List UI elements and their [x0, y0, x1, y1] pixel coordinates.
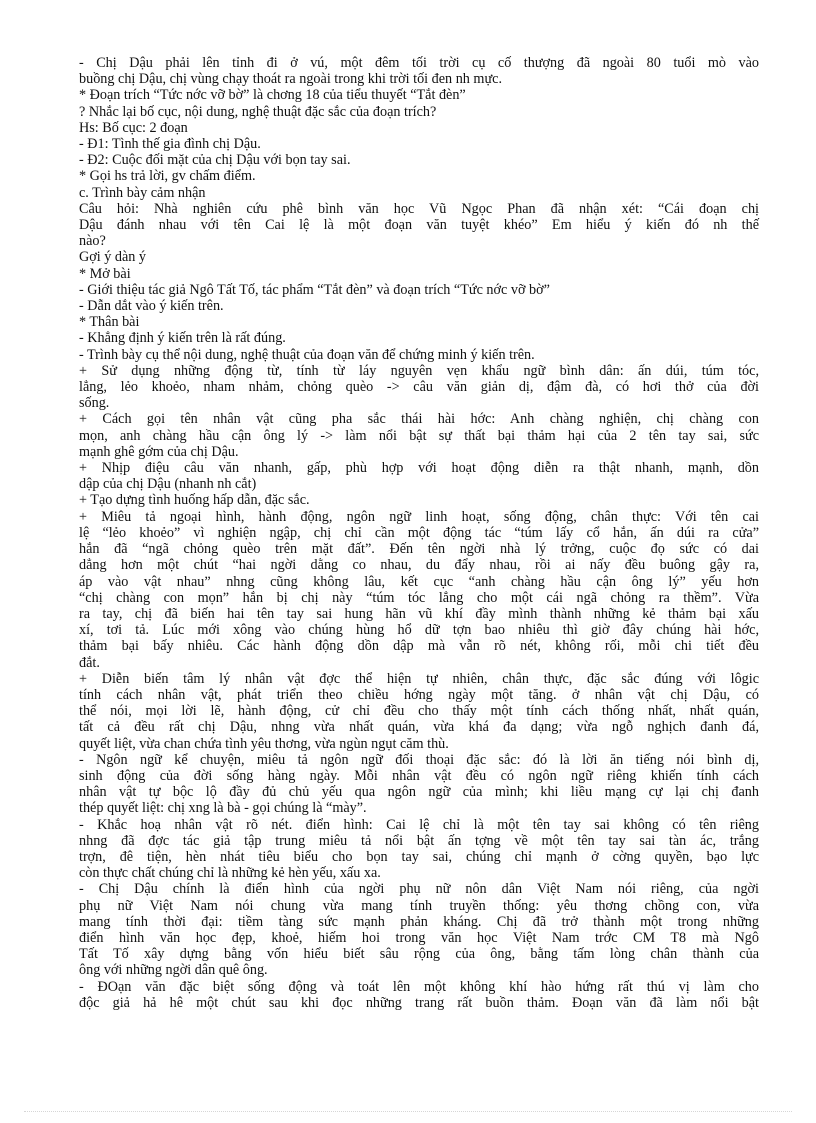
- text-line: thể nói, mọi lời lẽ, hành động, cử chỉ đều cho thấy một tính cách thống nhất, nhất quán,: [79, 703, 759, 720]
- text-line: * Thân bài: [79, 314, 140, 331]
- text-line: - ĐOạn văn đặc biệt sống động và toát lên một không khí hào hứng rất thú vị làm cho: [79, 978, 759, 995]
- text-line: Hs: Bố cục: 2 đoạn: [79, 119, 188, 136]
- text-line: hắn đã “ngã chỏng quèo trên mặt đất”. Đến tên ngời nhà lý trởng, cuộc đọ sức có dai: [79, 541, 759, 558]
- text-line: tính cách nhân vật, phát triển theo chiều hớng ngày một tăng. ở nhân vật chị Dậu, có: [79, 686, 759, 703]
- text-line: “chị chàng con mọn” hắn bị chị này “túm tóc lẳng cho một cái ngã chỏng ra thềm”. Vừa: [79, 589, 759, 606]
- text-line: - Đ1: Tình thế gia đình chị Dậu.: [79, 136, 261, 153]
- text-line: mạnh ghê gớm của chị Dậu.: [79, 443, 239, 460]
- text-line: ? Nhắc lại bố cục, nội dung, nghệ thuật đặc sắc của đoạn trích?: [79, 103, 437, 120]
- text-line: dập của chị Dậu (nhanh nh cắt): [79, 476, 257, 493]
- text-line: - Trình bày cụ thể nội dung, nghệ thuật của đoạn văn để chứng minh ý kiến trên.: [79, 346, 535, 363]
- page-bottom-divider: [24, 1111, 792, 1112]
- text-line: - Giới thiệu tác giả Ngô Tất Tố, tác phẩm “Tắt đèn” và đoạn trích “Tức nớc vỡ bờ”: [79, 281, 550, 298]
- text-line: áp vào vật nhau” nhng cũng không lâu, kết cục “anh chàng hầu cận ông lý” yếu hơn: [79, 573, 759, 590]
- text-line: độc giả hả hê một chút sau khi đọc những trang rất buồn thảm. Đoạn văn đã làm nổi bật: [79, 994, 759, 1011]
- text-line: mọn, anh chàng hầu cận ông lý -> làm nổi bật sự thất bại thảm hại của 2 tên tay sai, sức: [79, 427, 759, 444]
- text-line: Dậu đánh nhau với tên Cai lệ là một đoạn văn tuyệt khéo” Em hiểu ý kiến đó nh thế: [79, 217, 759, 234]
- text-line: - Ngôn ngữ kể chuyện, miêu tả ngôn ngữ đối thoại đặc sắc: đó là lời ăn tiếng nói bình dị,: [79, 751, 759, 768]
- text-line: xí, tơi tả. Lúc mới xông vào chúng hùng hổ dữ tợn bao nhiêu thì giờ đây chúng hài hớc,: [79, 622, 759, 639]
- text-line: Câu hỏi: Nhà nghiên cứu phê bình văn học Vũ Ngọc Phan đã nhận xét: “Cái đoạn chị: [79, 200, 759, 217]
- text-line: mang tính thời đại: tiềm tàng sức mạnh phản kháng. Chị đã trở thành một trong những: [79, 913, 759, 930]
- text-line: + Miêu tả ngoại hình, hành động, ngôn ngữ linh hoạt, sống động, chân thực: Với tên cai: [79, 508, 759, 525]
- text-line: dẳng hơn một chút “hai ngời dằng co nhau, du đẩy nhau, rồi ai nấy đều buông gậy ra,: [79, 557, 759, 574]
- text-line: * Mở bài: [79, 265, 131, 282]
- text-line: nào?: [79, 233, 106, 250]
- document-page: [79, 55, 759, 1011]
- text-line: ông với những ngời dân quê ông.: [79, 962, 268, 979]
- text-line: lệ “lẻo khoẻo” vì nghiện ngập, chị chỉ cần một động tác “túm lấy cổ hắn, ấn dúi ra cửa”: [79, 524, 759, 541]
- text-line: - Chị Dậu chính là điển hình của ngời phụ nữ nôn dân Việt Nam nói riêng, của ngời: [79, 881, 759, 898]
- text-line: * Gọi hs trả lời, gv chấm điểm.: [79, 168, 256, 185]
- text-line: + Cách gọi tên nhân vật cũng pha sắc thái hài hớc: Anh chàng nghiện, chị chàng con: [79, 411, 759, 428]
- text-line: còn thực chất chúng chỉ là những kẻ hèn yếu, xấu xa.: [79, 865, 381, 882]
- text-line: lẳng, lẻo khoẻo, nham nhảm, chỏng quèo -> câu văn giản dị, đậm đà, có hơi thở của đời: [79, 379, 759, 396]
- text-line: + Tạo dựng tình huống hấp dẫn, đặc sắc.: [79, 492, 310, 509]
- text-line: + Diễn biến tâm lý nhân vật đợc thể hiện tự nhiên, chân thực, đặc sắc đúng với lôgic: [79, 670, 759, 687]
- text-line: sống.: [79, 395, 110, 412]
- text-line: + Nhịp điệu câu văn nhanh, gấp, phù hợp với hoạt động diễn ra thật nhanh, mạnh, dồn: [79, 460, 759, 477]
- text-line: thép quyết liệt: chị xng là bà - gọi chúng là “mày”.: [79, 800, 367, 817]
- text-line: phụ nữ Việt Nam nói chung vừa mang tính truyền thống: yêu thơng chồng con, vừa: [79, 897, 759, 914]
- text-line: - Chị Dậu phải lên tỉnh đi ở vú, một đêm tối trời cụ cố thượng đã ngoài 80 tuổi mò vào: [79, 55, 759, 71]
- text-line: sinh động của đời sống hàng ngày. Mỗi nhân vật đều có ngôn ngữ riêng khiến tính cách: [79, 767, 759, 784]
- text-line: c. Trình bày cảm nhận: [79, 184, 206, 201]
- text-line: - Khẳng định ý kiến trên là rất đúng.: [79, 330, 286, 347]
- text-line: - Dẫn dắt vào ý kiến trên.: [79, 298, 224, 315]
- text-line: buồng chị Dậu, chị vùng chạy thoát ra ngoài trong khi trời tối đen nh mực.: [79, 71, 502, 88]
- text-line: - Đ2: Cuộc đối mặt của chị Dậu với bọn tay sai.: [79, 152, 351, 169]
- text-line: điển hình văn học đẹp, khoẻ, hiếm hoi trong văn học Việt Nam trớc CM T8 mà Ngô: [79, 929, 759, 946]
- text-line: trợn, đê tiện, hèn nhát tiêu biểu cho bọn tay sai, chúng chỉ mạnh ở cờng quyền, bạo lực: [79, 848, 759, 865]
- text-line: tất cả đều rất chị Dậu, nhng vừa nhất quán, vừa khá đa dạng; vừa ngỗ nghịch đanh đá,: [79, 719, 759, 736]
- text-line: Gợi ý dàn ý: [79, 249, 147, 266]
- text-line: * Đoạn trích “Tức nớc vỡ bờ” là chơng 18 của tiểu thuyết “Tắt đèn”: [79, 87, 466, 104]
- text-line: + Sử dụng những động từ, tính từ láy nguyên vẹn khẩu ngữ bình dân: ấn dúi, túm tóc,: [79, 362, 759, 379]
- text-line: - Khắc hoạ nhân vật rõ nét. điển hình: Cai lệ chỉ là một tên tay sai không có tên riêng: [79, 816, 759, 833]
- text-line: nhng đã đợc tác giả tập trung miêu tả nổi bật ấn tợng về một tên tay sai tàn ác, trắng: [79, 832, 759, 849]
- text-line: quyết liệt, vừa chan chứa tình yêu thơng, vừa ngùn ngụt căm thù.: [79, 735, 449, 752]
- text-line: đắt.: [79, 654, 100, 671]
- text-line: thảm bại bấy nhiêu. Các hành động dồn dập mà vẫn rõ nét, không rối, mỗi chi tiết đều: [79, 638, 759, 655]
- text-line: nhân vật tự bộc lộ đầy đủ chủ yếu qua ngôn ngữ của mình; khi liều mạng cự lại chị đanh: [79, 784, 759, 801]
- text-line: ra tay, chị đã biến hai tên tay sai hung hãn vũ khí đầy mình thành những kẻ thảm bại xấu: [79, 605, 759, 622]
- text-line: Tất Tố xây dựng bằng vốn hiểu biết sâu rộng của ông, bằng tấm lòng chân thành của: [79, 946, 759, 963]
